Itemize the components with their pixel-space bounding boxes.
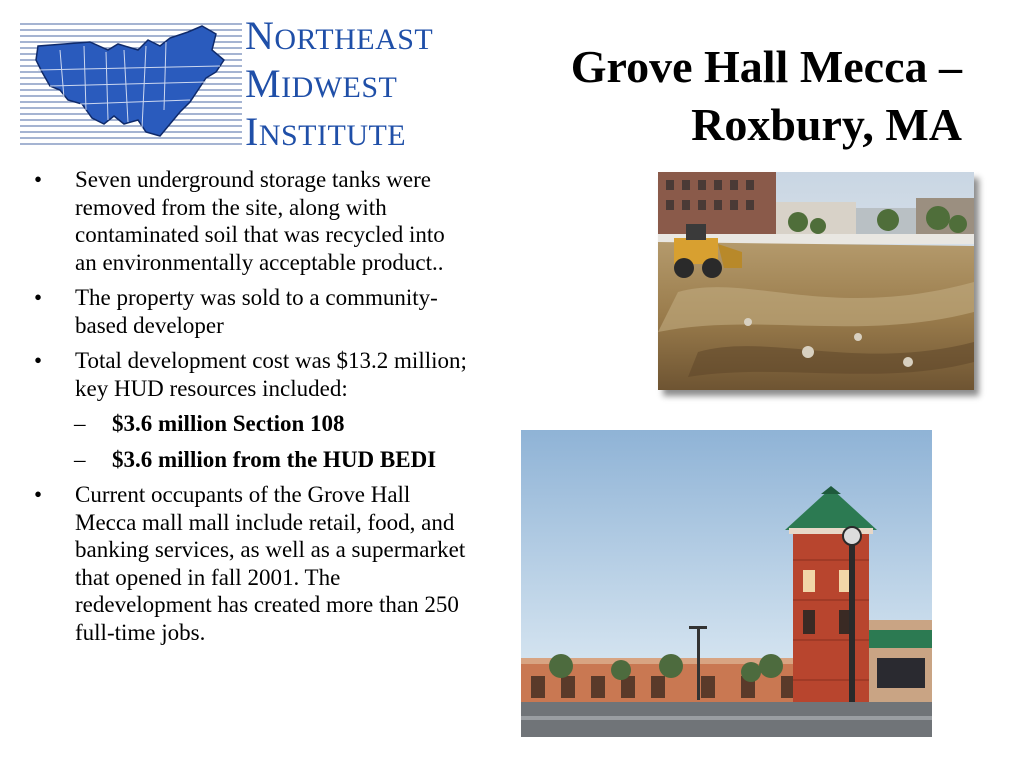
- sub-bullet-text: $3.6 million Section 108: [112, 411, 345, 436]
- bullet-text: The property was sold to a community-based developer: [75, 285, 438, 338]
- logo-initial: I: [245, 109, 259, 154]
- bullet-marker: •: [34, 167, 43, 192]
- northeast-midwest-institute-logo: [20, 13, 460, 154]
- list-item: [30, 166, 470, 276]
- logo-word: NSTITUTE: [258, 119, 407, 152]
- logo-initial: M: [245, 61, 282, 106]
- list-item: [30, 284, 470, 339]
- bullet-text: Total development cost was $13.2 million; key HUD resources included:: [75, 348, 467, 401]
- bullet-list: [30, 166, 470, 654]
- title-line-1: Grove Hall Mecca –: [570, 41, 962, 92]
- sub-list-item: [30, 410, 470, 438]
- bullet-marker: •: [34, 348, 43, 373]
- title-line-2: Roxbury, MA: [691, 99, 962, 150]
- list-item: [30, 347, 470, 402]
- dash-marker: –: [74, 446, 86, 472]
- mall-clock-tower-photo: [521, 430, 932, 737]
- bullet-text: Seven underground storage tanks were removed from the site, along with contaminated soil that was recycled into an environmentally acceptable product..: [75, 167, 445, 275]
- bullet-marker: •: [34, 285, 43, 310]
- sub-bullet-text: $3.6 million from the HUD BEDI: [112, 446, 437, 472]
- northeast-midwest-map-icon: [20, 20, 242, 148]
- sub-list-item: [30, 446, 470, 474]
- logo-word: ORTHEAST: [274, 23, 434, 56]
- bullet-text: Current occupants of the Grove Hall Mecca mall mall include retail, food, and banking services, as well as a supermarket that opened in fall 2001. The redevelopment has created more than 250 full-time jobs.: [75, 482, 466, 645]
- logo-initial: N: [245, 13, 275, 58]
- logo-text: [245, 14, 433, 158]
- slide-title: [502, 38, 962, 154]
- logo-word: IDWEST: [281, 71, 398, 104]
- bullet-marker: •: [34, 482, 43, 507]
- construction-site-photo: [658, 172, 974, 390]
- dash-marker: –: [74, 411, 86, 436]
- list-item: [30, 481, 470, 646]
